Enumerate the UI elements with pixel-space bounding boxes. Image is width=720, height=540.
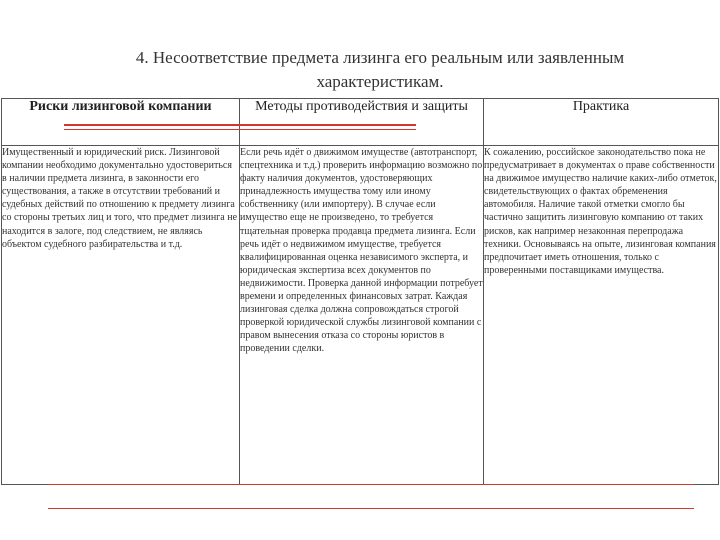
slide-title-line-1: 4. Несоответствие предмета лизинга его реальным или заявленным [135, 48, 625, 67]
header-red-line-long [64, 124, 416, 126]
slide-title [60, 46, 700, 94]
header-risks: Риски лизинговой компании [2, 99, 240, 146]
risk-table [1, 98, 719, 485]
table-row [2, 146, 719, 485]
table-header-row [2, 99, 719, 146]
cell-methods: Если речь идёт о движимом имуществе (автотранспорт, спецтехника и т.д.) проверить информацию возможно по факту наличия документов, удостоверяющих принадлежность имущества тому или иному собственнику (или импортеру). В случае если имущество еще не произведено, то требуется тщательная проверка продавца предмета лизинга. Если речь идёт о недвижимом имуществе, требуется квалифицированная оценка независимого эксперта, и юридическая экспертиза всех документов по недвижимости. Проверка данной информации потребует времени и определенных финансовых затрат. Каждая лизинговая сделка должна сопровождаться строгой проверкой юридической службы лизинговой компании с правом вынесения отказа со стороны юристов в проведении сделки. [240, 146, 484, 485]
bottom-red-line [48, 508, 694, 509]
header-red-line-short [64, 129, 416, 130]
cell-risk: Имущественный и юридический риск. Лизинговой компании необходимо документально удостовериться в наличии предмета лизинга, в законности его существования, а также в отсутствии требований и судебных действий по отношению к предмету лизинга со стороны третьих лиц и того, что предмет лизинга не находится в залоге, под следствием, не являясь объектом судебного разбирательства и т.д. [2, 146, 240, 485]
header-practice: Практика [484, 99, 719, 146]
footer-red-line [48, 484, 694, 485]
slide-title-line-2: характеристикам. [316, 72, 444, 91]
cell-practice: К сожалению, российское законодательство пока не предусматривает в документах о праве собственности на движимое имущество наличие каких-либо отметок, свидетельствующих о фактах обременения автомобиля. Наличие такой отметки смогло бы частично защитить лизинговую компанию от таких рисков, как например незаконная перепродажа техники. Основываясь на опыте, лизинговая компания предпочитает иметь отношения, только с проверенными поставщиками имущества. [484, 146, 719, 485]
header-methods: Методы противодействия и защиты [240, 99, 484, 146]
